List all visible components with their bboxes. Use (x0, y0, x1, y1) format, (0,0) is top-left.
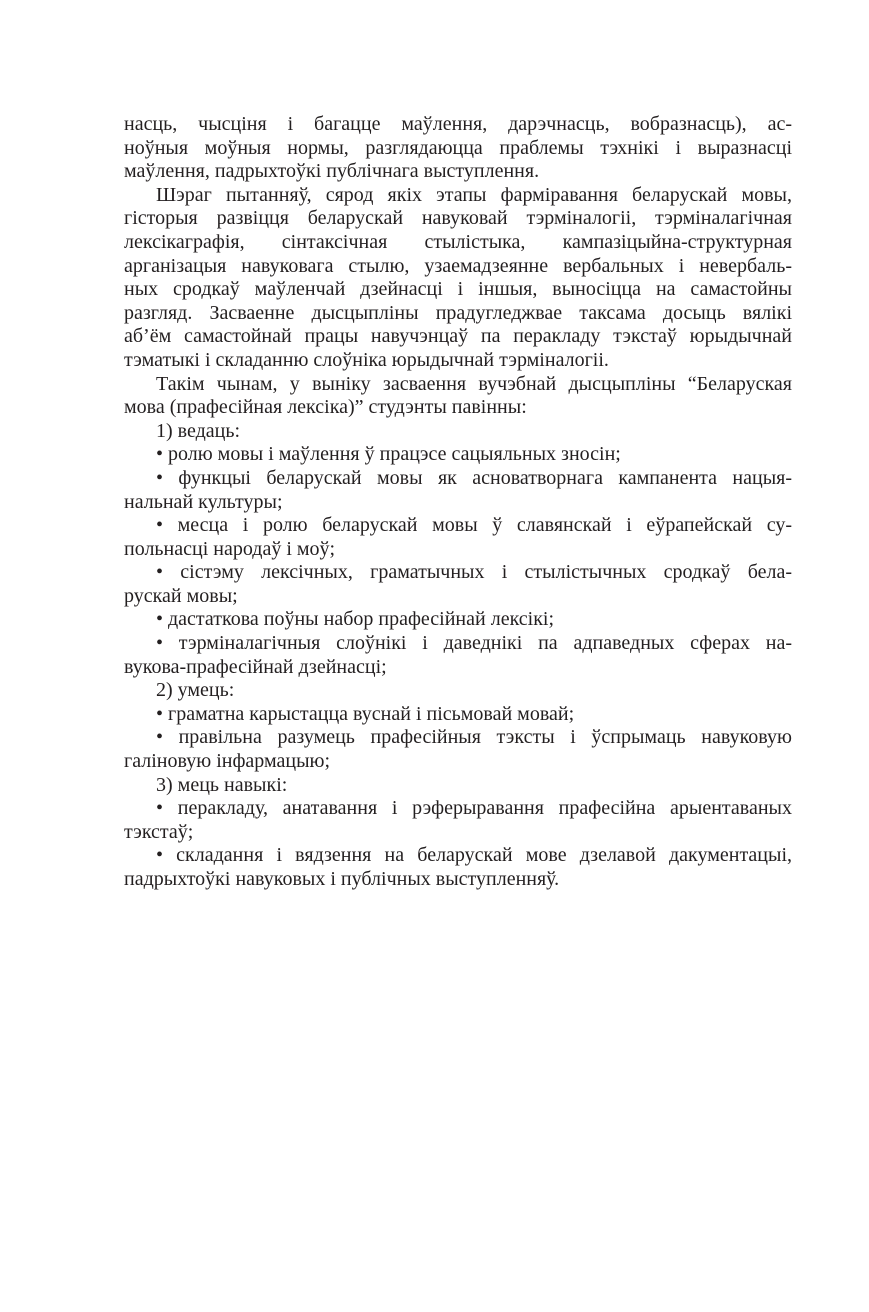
text-line: галіновую інфармацыю; (124, 750, 331, 773)
text-line: • складання і вядзення на беларускай мове дзелавой дакументацыі, (156, 844, 792, 867)
document-page (124, 113, 792, 892)
text-line: тэматыкі і складанню слоўніка юрыдычнай тэрміналогіі. (124, 348, 609, 371)
text-line: ноўныя моўныя нормы, разглядаюцца праблемы тэхнікі і выразнасці (124, 136, 792, 159)
text-line: • перакладу, анатавання і рэферыравання прафесійна арыентаваных (156, 797, 792, 820)
text-line: • месца і ролю беларускай мовы ў славянскай і еўрапейскай су- (156, 514, 792, 537)
text-line: 2) умець: (156, 679, 235, 702)
text-line: польнасці народаў і моў; (124, 537, 336, 560)
text-line: • ролю мовы і маўлення ў працэсе сацыяльных зносін; (156, 443, 621, 466)
text-line: вукова-прафесійнай дзейнасці; (124, 655, 387, 678)
text-line: маўлення, падрыхтоўкі публічнага выступлення. (124, 160, 540, 183)
text-line: • граматна карыстацца вуснай і пісьмовай мовай; (156, 702, 575, 725)
text-line: арганізацыя навуковага стылю, узаемадзеянне вербальных і невербаль- (124, 254, 792, 277)
text-line: 3) мець навыкі: (156, 773, 288, 796)
text-line: • функцыі беларускай мовы як асноватворнага кампанента нацыя- (156, 466, 792, 489)
text-line: Шэраг пытанняў, сярод якіх этапы фарміравання беларускай мовы, (156, 183, 792, 206)
text-line: лексікаграфія, сінтаксічная стылістыка, кампазіцыйна-структурная (124, 230, 792, 253)
text-line: • тэрміналагічныя слоўнікі і даведнікі па адпаведных сферах на- (156, 632, 792, 655)
text-line: нальнай культуры; (124, 490, 283, 513)
text-line: • сістэму лексічных, граматычных і стылістычных сродкаў бела- (156, 561, 792, 584)
text-line: тэкстаў; (124, 820, 194, 843)
text-line: падрыхтоўкі навуковых і публічных выступленняў. (124, 868, 560, 890)
text-line: 1) ведаць: (156, 419, 241, 442)
text-line: аб’ём самастойнай працы навучэнцаў па перакладу тэкстаў юрыдычнай (124, 325, 792, 348)
text-line: • правільна разумець прафесійныя тэксты і ўспрымаць навуковую (156, 726, 792, 749)
text-line: разгляд. Засваенне дысцыпліны прадугледжвае таксама досыць вялікі (124, 301, 792, 324)
text-line: мова (прафесійная лексіка)” студэнты павінны: (124, 396, 527, 419)
text-line: гісторыя развіцця беларускай навуковай тэрміналогіі, тэрміналагічная (124, 207, 792, 230)
text-line: насць, чысціня і багацце маўлення, дарэчнасць, вобразнасць), ас- (124, 113, 792, 135)
text-line: Такім чынам, у выніку засваення вучэбнай дысцыпліны “Беларуская (156, 372, 792, 395)
text-line: рускай мовы; (124, 584, 238, 607)
text-line: • дастаткова поўны набор прафесійнай лексікі; (156, 608, 555, 631)
text-line: ных сродкаў маўленчай дзейнасці і іншыя, выносіцца на самастойны (124, 278, 792, 301)
